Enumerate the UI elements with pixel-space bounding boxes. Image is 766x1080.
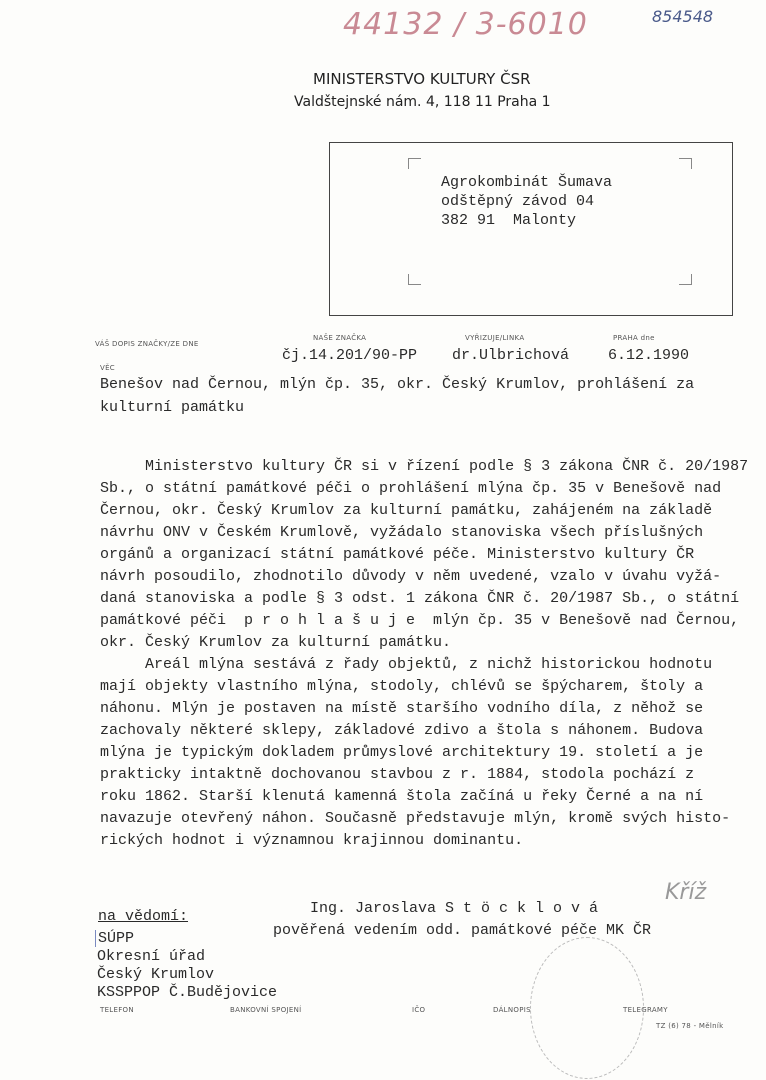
handwritten-reference-number: 44132 / 3-6010 xyxy=(343,7,588,42)
body-line: rických hodnot i významnou krajinnou dominantu. xyxy=(100,832,524,849)
signatory-name: Ing. Jaroslava S t ö c k l o v á xyxy=(310,900,599,917)
cc-label: na vědomí: xyxy=(98,908,189,925)
body-line: daná stanoviska a podle § 3 odst. 1 zákona ČNR č. 20/1987 Sb., o státní xyxy=(100,590,740,607)
footer-ico: IČO xyxy=(412,1006,426,1014)
handwritten-archive-number: 854548 xyxy=(652,7,714,26)
body-line: zachovaly některé sklepy, základové zdivo a štola s náhonem. Budova xyxy=(100,722,704,739)
footer-dalnopis: DÁLNOPIS xyxy=(493,1006,531,1014)
handled-by-label: VYŘIZUJE/LINKA xyxy=(465,334,525,342)
corner-mark xyxy=(679,158,692,169)
body-line: náhonu. Mlýn je postaven na místě staršího vodního díla, z něhož se xyxy=(100,700,704,717)
footer-telegramy: TELEGRAMY xyxy=(623,1006,668,1014)
recipient-line: 382 91 Malonty xyxy=(441,212,577,229)
body-line: prakticky intaktně dochovanou stavbou z r. 1884, stodola pochází z xyxy=(100,766,695,783)
body-line: Černou, okr. Český Krumlov za kulturní památku, zahájeném na základě xyxy=(100,502,713,519)
body-line: Sb., o státní památkové péči o prohlášení mlýna čp. 35 v Benešově nad xyxy=(100,480,722,497)
corner-mark xyxy=(408,274,421,285)
body-line: návrhu ONV v Českém Krumlově, vyžádalo stanoviska všech příslušných xyxy=(100,524,704,541)
corner-mark xyxy=(679,274,692,285)
subject-line: Benešov nad Černou, mlýn čp. 35, okr. Český Krumlov, prohlášení za xyxy=(100,376,695,393)
cc-recipient: Okresní úřad xyxy=(97,948,206,965)
your-letter-label: VÁŠ DOPIS ZNAČKY/ZE DNE xyxy=(95,340,199,348)
subject-line: kulturní památku xyxy=(100,399,245,416)
handwritten-signature: Kříž xyxy=(665,880,707,905)
our-ref-label: NAŠE ZNAČKA xyxy=(313,334,367,342)
letterhead-address: Valdštejnské nám. 4, 118 11 Praha 1 xyxy=(294,94,551,110)
recipient-line: Agrokombinát Šumava xyxy=(441,174,613,191)
body-line: okr. Český Krumlov za kulturní památku. xyxy=(100,634,452,651)
body-line: mlýna je typickým dokladem průmyslové architektury 19. století a je xyxy=(100,744,704,761)
letterhead-org: MINISTERSTVO KULTURY ČSR xyxy=(313,70,531,88)
letter-date: 6.12.1990 xyxy=(608,347,690,364)
body-line: Ministerstvo kultury ČR si v řízení podle § 3 zákona ČNR č. 20/1987 xyxy=(100,458,749,475)
our-ref: čj.14.201/90-PP xyxy=(282,347,418,364)
signatory-position: pověřená vedením odd. památkové péče MK ČR xyxy=(273,922,652,939)
body-line: Areál mlýna sestává z řady objektů, z nichž historickou hodnotu xyxy=(100,656,713,673)
place-date-label: PRAHA dne xyxy=(613,334,655,342)
footer-print-code: TZ (6) 78 - Mělník xyxy=(656,1022,724,1030)
handled-by: dr.Ulbrichová xyxy=(452,347,570,364)
footer-telefon: TELEFON xyxy=(100,1006,134,1014)
subject-label: VĚC xyxy=(100,364,115,372)
body-line: návrh posoudilo, zhodnotilo důvody v něm uvedené, vzalo v úvahu vyžá- xyxy=(100,568,722,585)
cc-recipient: Český Krumlov xyxy=(97,966,215,983)
cc-recipient: KSSPPOP Č.Budějovice xyxy=(97,984,278,1001)
corner-mark xyxy=(408,158,421,169)
recipient-line: odštěpný závod 04 xyxy=(441,193,595,210)
recipient-address-box xyxy=(329,142,733,316)
footer-bank: BANKOVNÍ SPOJENÍ xyxy=(230,1006,302,1014)
body-line: roku 1862. Starší klenutá kamenná štola začíná u řeky Černé a na ní xyxy=(100,788,704,805)
body-line: navazuje otevřený náhon. Současně představuje mlýn, kromě svých histo- xyxy=(100,810,731,827)
body-line: orgánů a organizací státní památkové péče. Ministerstvo kultury ČR xyxy=(100,546,695,563)
body-line: mají objekty vlastního mlýna, stodoly, chlévů se špýcharem, štoly a xyxy=(100,678,704,695)
body-line: památkové péči p r o h l a š u j e mlýn čp. 35 v Benešově nad Černou, xyxy=(100,612,740,629)
cc-recipient: SÚPP xyxy=(95,930,134,947)
